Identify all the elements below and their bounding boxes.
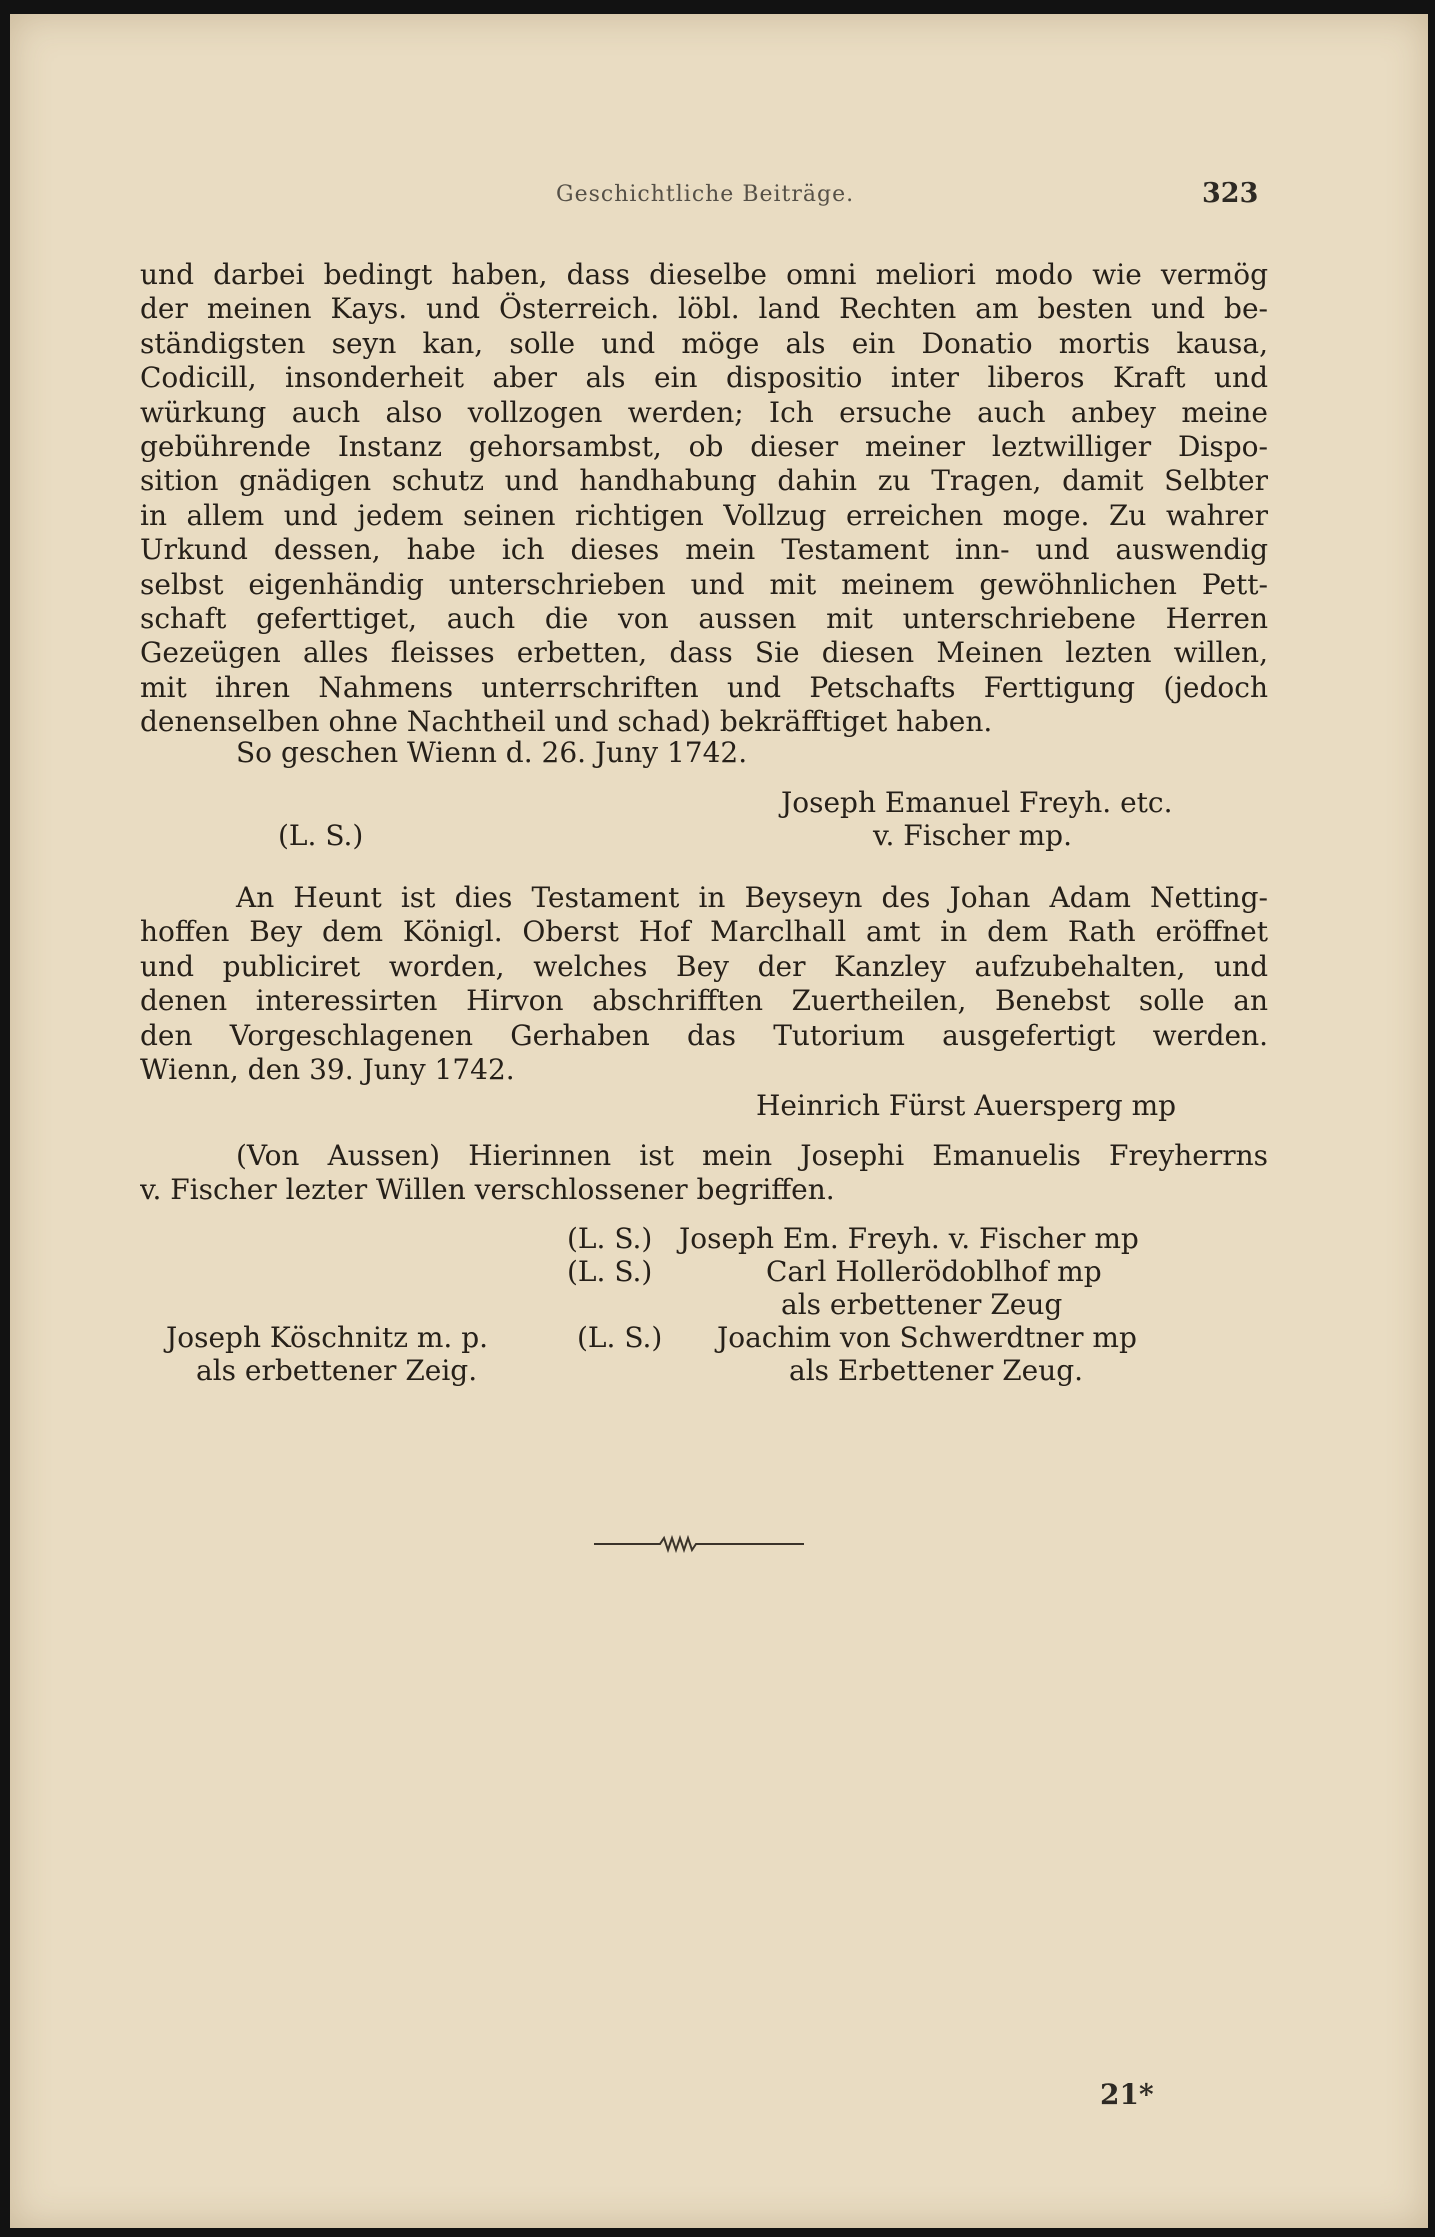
- seal-mark: (L. S.): [567, 1222, 653, 1255]
- text-line: v. Fischer lezter Willen verschlossener begriffen.: [140, 1173, 835, 1207]
- signature-name-line: v. Fischer mp.: [873, 819, 1072, 852]
- text-line: würkung auch also vollzogen werden; Ich ersuche auch anbey meine: [140, 395, 1268, 429]
- witness-name: Carl Hollerödoblhof mp: [766, 1255, 1102, 1288]
- text-line: den Vorgeschlagenen Gerhaben das Tutorium ausgefertigt werden.: [140, 1018, 1268, 1052]
- text-line: schaft geferttiget, auch die von aussen mit unterschriebene Herren: [140, 601, 1268, 635]
- witness-role: als Erbettener Zeug.: [789, 1354, 1084, 1387]
- page-number: 323: [1202, 178, 1259, 209]
- witness-name: Joseph Köschnitz m. p.: [166, 1321, 489, 1354]
- text-line: (Von Aussen) Hierinnen ist mein Josephi Emanuelis Freyherrns: [236, 1139, 1268, 1172]
- text-line: gebührende Instanz gehorsambst, ob dieser meiner leztwilliger Dispo-: [140, 429, 1268, 463]
- book-page: [10, 14, 1428, 2228]
- text-line: mit ihren Nahmens unterrschriften und Petschafts Ferttigung (jedoch: [140, 670, 1268, 704]
- text-line: Codicill, insonderheit aber als ein dispositio inter liberos Kraft und: [140, 361, 1268, 395]
- witness-role: als erbettener Zeug: [781, 1288, 1063, 1321]
- text-line: und publiciret worden, welches Bey der Kanzley aufzubehalten, und: [140, 949, 1268, 983]
- seal-mark: (L. S.): [577, 1321, 663, 1354]
- running-title: Geschichtliche Beiträge.: [556, 182, 855, 207]
- signature-mark: 21*: [1100, 2078, 1154, 2111]
- signature-auersperg: Heinrich Fürst Auersperg mp: [756, 1089, 1177, 1122]
- witness-name: Joachim von Schwerdtner mp: [717, 1321, 1137, 1354]
- envelope-paragraph: [140, 1139, 1268, 1208]
- page-header: [10, 178, 1428, 218]
- testament-paragraph: [140, 258, 1268, 739]
- text-line: Urkund dessen, habe ich dieses mein Testament inn- und auswendig: [140, 533, 1268, 567]
- text-line: Gezeügen alles fleisses erbetten, dass Sie diesen Meinen lezten willen,: [140, 636, 1268, 670]
- text-line: hoffen Bey dem Königl. Oberst Hof Marclhall amt in dem Rath eröffnet: [140, 915, 1268, 949]
- text-line: der meinen Kays. und Österreich. löbl. land Rechten am besten und be-: [140, 292, 1268, 326]
- signature-name-line: Joseph Emanuel Freyh. etc.: [781, 786, 1173, 819]
- text-line: in allem und jedem seinen richtigen Vollzug erreichen moge. Zu wahrer: [140, 498, 1268, 532]
- text-line: selbst eigenhändig unterschrieben und mit meinem gewöhnlichen Pett-: [140, 567, 1268, 601]
- opening-note-paragraph: [140, 881, 1268, 1087]
- dateline: So geschen Wienn d. 26. Juny 1742.: [236, 736, 748, 769]
- text-line: denen interessirten Hirvon abschrifften Zuertheilen, Benebst solle an: [140, 984, 1268, 1018]
- text-line: sition gnädigen schutz und handhabung dahin zu Tragen, damit Selbter: [140, 464, 1268, 498]
- text-line: denenselben ohne Nachtheil und schad) bekräfftiget haben.: [140, 705, 993, 739]
- witness-role: als erbettener Zeig.: [196, 1354, 478, 1387]
- text-line: und darbei bedingt haben, dass dieselbe omni meliori modo wie vermög: [140, 258, 1268, 291]
- text-line: Wienn, den 39. Juny 1742.: [140, 1052, 515, 1086]
- text-line: An Heunt ist dies Testament in Beyseyn des Johan Adam Netting-: [236, 881, 1268, 914]
- ornament-divider: [594, 1532, 804, 1556]
- witness-name: Joseph Em. Freyh. v. Fischer mp: [679, 1222, 1139, 1255]
- seal-mark: (L. S.): [278, 819, 364, 852]
- text-line: ständigsten seyn kan, solle und möge als ein Donatio mortis kausa,: [140, 326, 1268, 360]
- seal-mark: (L. S.): [567, 1255, 653, 1288]
